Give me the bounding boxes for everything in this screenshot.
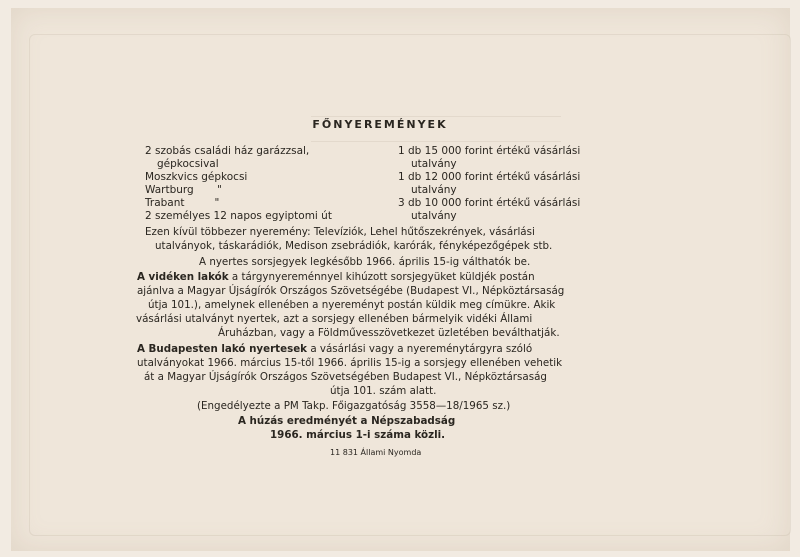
- prize-right-3: utalvány: [411, 184, 457, 196]
- rural-line-3: vásárlási utalványt nyertek, azt a sorsjegy ellenében bármelyik vidéki Állami: [136, 313, 533, 325]
- other-prizes-line-1: utalványok, táskarádiók, Medison zsebrádiók, karórák, fényképezőgépek stb.: [155, 240, 553, 252]
- budapest-line-0-rest: a vásárlási vagy a nyereménytárgyra szóló: [307, 343, 533, 355]
- budapest-line-0: [137, 343, 532, 355]
- budapest-line-3: útja 101. szám alatt.: [330, 385, 437, 397]
- prize-right-5: utalvány: [411, 210, 457, 222]
- other-prizes-line-0: Ezen kívül többezer nyeremény: Televíziók, Lehel hűtőszekrények, vásárlási: [145, 226, 535, 238]
- budapest-line-1: utalványokat 1966. március 15-től 1966. április 15-ig a sorsjegy ellenében vehetik: [137, 357, 563, 369]
- prize-right-1: utalvány: [411, 158, 457, 170]
- prize-left-1: gépkocsival: [157, 158, 219, 170]
- prize-left-2: Moszkvics gépkocsi: [145, 171, 248, 183]
- prize-right-4: 3 db 10 000 forint értékű vásárlási: [398, 197, 581, 209]
- permit-note: (Engedélyezte a PM Takp. Főigazgatóság 3558—18/1965 sz.): [197, 400, 511, 412]
- prize-left-0: 2 szobás családi ház garázzsal,: [145, 145, 310, 157]
- main-prizes-title: FŐNYEREMÉNYEK: [312, 118, 448, 131]
- draw-result-line-0: A húzás eredményét a Népszabadság: [238, 415, 456, 427]
- prize-right-0: 1 db 15 000 forint értékű vásárlási: [398, 145, 581, 157]
- rural-line-2: útja 101.), amelynek ellenében a nyereményt postán küldik meg címükre. Akik: [148, 299, 556, 311]
- prize-left-3: Wartburg ": [145, 184, 222, 196]
- prize-right-2: 1 db 12 000 forint értékű vásárlási: [398, 171, 581, 183]
- prize-left-5: 2 személyes 12 napos egyiptomi út: [145, 210, 332, 222]
- rural-line-1: ajánlva a Magyar Újságírók Országos Szövetségébe (Budapest VI., Népköztársaság: [137, 285, 565, 297]
- budapest-lead: A Budapesten lakó nyertesek: [137, 343, 308, 355]
- rural-line-0-rest: a tárgynyereménnyel kihúzott sorsjegyüket küldjék postán: [228, 271, 535, 283]
- rural-lead: A vidéken lakók: [137, 271, 229, 283]
- printer-imprint: 11 831 Állami Nyomda: [330, 448, 422, 457]
- draw-result-line-1: 1966. március 1-i száma közli.: [270, 429, 446, 441]
- prize-left-4: Trabant ": [145, 197, 220, 209]
- rural-line-0: [137, 271, 535, 283]
- redemption-deadline: A nyertes sorsjegyek legkésőbb 1966. április 15-ig válthatók be.: [199, 256, 531, 268]
- budapest-line-2: át a Magyar Újságírók Országos Szövetségében Budapest VI., Népköztársaság: [144, 371, 547, 383]
- rural-line-4: Áruházban, vagy a Földművesszövetkezet üzletében beválthatják.: [218, 327, 560, 339]
